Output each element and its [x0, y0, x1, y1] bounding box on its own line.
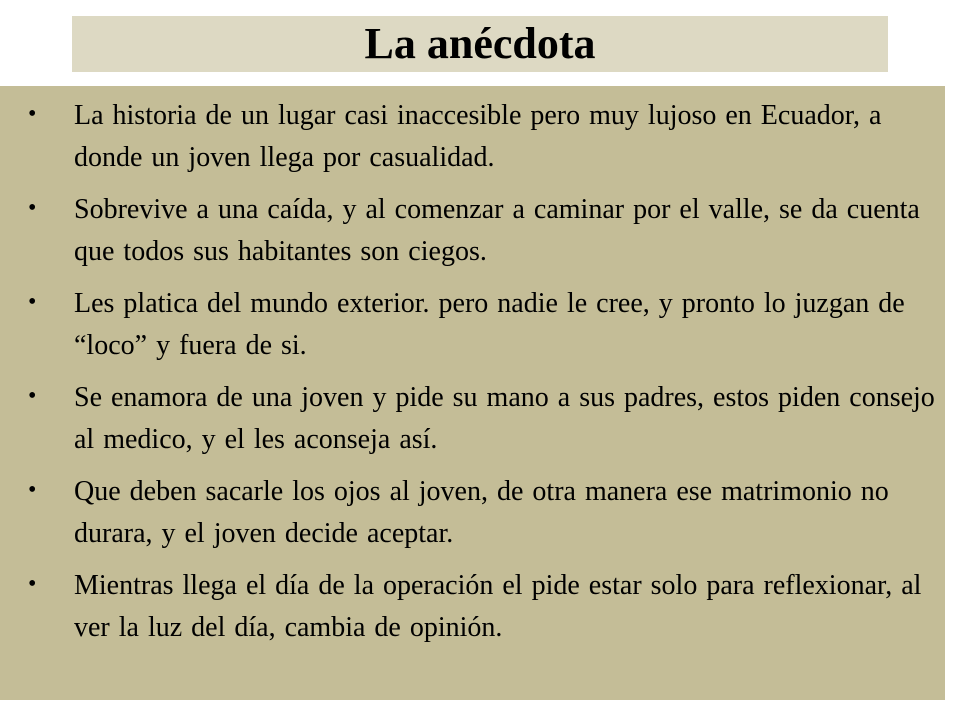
bullet-dot-icon: •: [28, 101, 37, 127]
bullet-list: [0, 86, 945, 649]
bullet-item-2: [0, 189, 945, 273]
bullet-text: Mientras llega el día de la operación el pide estar solo para reflexionar, al ver la luz del día, cambia de opinión.: [74, 570, 922, 643]
bullet-text: Que deben sacarle los ojos al joven, de otra manera ese matrimonio no durara, y el joven decide aceptar.: [74, 476, 889, 549]
bullet-text: Sobrevive a una caída, y al comenzar a caminar por el valle, se da cuenta que todos sus habitantes son ciegos.: [74, 194, 920, 267]
bullet-item-4: [0, 377, 945, 461]
bullet-dot-icon: •: [28, 477, 37, 503]
bullet-dot-icon: •: [28, 195, 37, 221]
bullet-text: La historia de un lugar casi inaccesible pero muy lujoso en Ecuador, a donde un joven llega por casualidad.: [74, 100, 882, 173]
bullet-item-1: [0, 95, 945, 179]
bullet-item-3: [0, 283, 945, 367]
bullet-item-5: [0, 471, 945, 555]
bullet-dot-icon: •: [28, 571, 37, 597]
content-panel: [0, 86, 945, 700]
title-bar: [72, 16, 888, 72]
bullet-item-6: [0, 565, 945, 649]
bullet-text: Les platica del mundo exterior. pero nadie le cree, y pronto lo juzgan de “loco” y fuera de si.: [74, 288, 905, 361]
bullet-dot-icon: •: [28, 383, 37, 409]
slide-title: La anécdota: [364, 19, 596, 68]
bullet-dot-icon: •: [28, 289, 37, 315]
bullet-text: Se enamora de una joven y pide su mano a sus padres, estos piden consejo al medico, y el les aconseja así.: [74, 382, 935, 455]
